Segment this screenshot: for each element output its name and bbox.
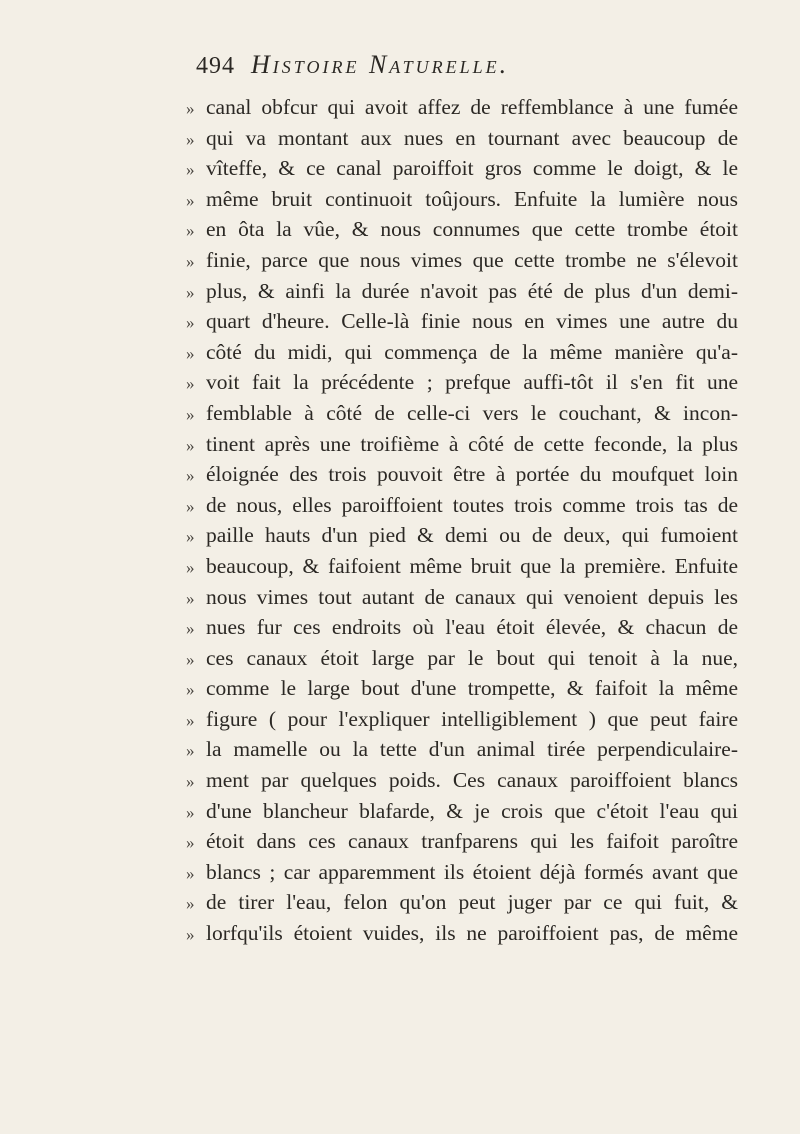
line-text: canal obfcur qui avoit affez de reffemblance à une fumée (206, 95, 738, 119)
line-text: même bruit continuoit toûjours. Enfuite la lumière nous (206, 186, 738, 211)
text-line (186, 707, 738, 738)
line-text: qui va montant aux nues en tournant avec beaucoup de (206, 125, 738, 150)
quote-mark: » (186, 129, 195, 149)
quote-mark: » (186, 343, 195, 363)
text-line (186, 860, 738, 891)
line-text: ces canaux étoit large par le bout qui tenoit à la nue, (206, 645, 738, 670)
text-line (186, 462, 738, 493)
text-line (186, 829, 738, 860)
line-text: ment par quelques poids. Ces canaux paroiffoient blancs (206, 768, 738, 793)
quote-mark: » (186, 496, 195, 516)
quote-mark: » (186, 588, 195, 608)
quote-mark: » (186, 404, 195, 424)
text-line (186, 890, 738, 921)
text-line (186, 676, 738, 707)
line-text: étoit dans ces canaux tranfparens qui les faifoit paroître (206, 829, 738, 854)
text-line (186, 737, 738, 768)
body-text (186, 95, 738, 952)
text-line (186, 615, 738, 646)
quote-mark: » (186, 221, 195, 241)
line-text: de nous, elles paroiffoient toutes trois comme trois tas de (206, 492, 738, 517)
text-line (186, 248, 738, 279)
line-text: blancs ; car apparemment ils étoient déjà formés avant que (206, 859, 738, 884)
quote-mark: » (186, 833, 195, 853)
quote-mark: » (186, 741, 195, 761)
line-text: voit fait la précédente ; prefque auffi-tôt il s'en fit une (206, 370, 738, 395)
line-text: comme le large bout d'une trompette, & faifoit la même (206, 676, 738, 701)
text-line (186, 585, 738, 616)
text-line (186, 921, 738, 952)
line-text: figure ( pour l'expliquer intelligiblement ) que peut faire (206, 706, 738, 731)
line-text: femblable à côté de celle-ci vers le couchant, & incon- (206, 400, 738, 425)
quote-mark: » (186, 894, 195, 914)
text-line (186, 156, 738, 187)
text-line (186, 493, 738, 524)
quote-mark: » (186, 251, 195, 271)
text-line (186, 340, 738, 371)
text-line (186, 401, 738, 432)
line-text: éloignée des trois pouvoit être à portée du moufquet loin (206, 462, 738, 487)
quote-mark: » (186, 190, 195, 210)
line-text: vîteffe, & ce canal paroiffoit gros comme le doigt, & le (206, 156, 738, 181)
quote-mark: » (186, 313, 195, 333)
page-header (196, 50, 756, 90)
text-line (186, 432, 738, 463)
quote-mark: » (186, 527, 195, 547)
text-line (186, 126, 738, 157)
running-title: Histoire Naturelle. (251, 50, 510, 79)
quote-mark: » (186, 99, 195, 118)
line-text: la mamelle ou la tette d'un animal tirée perpendiculaire- (206, 737, 738, 762)
text-line (186, 279, 738, 310)
quote-mark: » (186, 772, 195, 792)
quote-mark: » (186, 557, 195, 577)
text-line (186, 554, 738, 585)
line-text: paille hauts d'un pied & demi ou de deux, qui fumoient (206, 523, 738, 548)
text-line (186, 523, 738, 554)
line-text: en ôta la vûe, & nous connumes que cette trombe étoit (206, 217, 738, 242)
quote-mark: » (186, 435, 195, 455)
quote-mark: » (186, 466, 195, 486)
text-line (186, 95, 738, 126)
quote-mark: » (186, 282, 195, 302)
line-text: côté du midi, qui commença de la même manière qu'a- (206, 339, 738, 364)
text-line (186, 799, 738, 830)
quote-mark: » (186, 649, 195, 669)
text-line (186, 646, 738, 677)
line-text: quart d'heure. Celle-là finie nous en vimes une autre du (206, 309, 738, 334)
line-text: beaucoup, & faifoient même bruit que la première. Enfuite (206, 553, 738, 578)
line-text: finie, parce que nous vimes que cette trombe ne s'élevoit (206, 247, 738, 272)
line-text: nues fur ces endroits où l'eau étoit élevée, & chacun de (206, 615, 738, 640)
quote-mark: » (186, 925, 195, 945)
page-number: 494 (196, 53, 235, 79)
quote-mark: » (186, 160, 195, 180)
quote-mark: » (186, 680, 195, 700)
quote-mark: » (186, 863, 195, 883)
line-text: tinent après une troifième à côté de cette feconde, la plus (206, 431, 738, 456)
text-line (186, 768, 738, 799)
text-line (186, 370, 738, 401)
quote-mark: » (186, 802, 195, 822)
text-line (186, 309, 738, 340)
line-text: lorfqu'ils étoient vuides, ils ne paroiffoient pas, de même (206, 921, 738, 946)
quote-mark: » (186, 619, 195, 639)
quote-mark: » (186, 374, 195, 394)
line-text: nous vimes tout autant de canaux qui venoient depuis les (206, 584, 738, 609)
line-text: de tirer l'eau, felon qu'on peut juger par ce qui fuit, & (206, 890, 738, 915)
quote-mark: » (186, 710, 195, 730)
text-line (186, 217, 738, 248)
line-text: d'une blancheur blafarde, & je crois que c'étoit l'eau qui (206, 798, 738, 823)
line-text: plus, & ainfi la durée n'avoit pas été de plus d'un demi- (206, 278, 738, 303)
text-line (186, 187, 738, 218)
